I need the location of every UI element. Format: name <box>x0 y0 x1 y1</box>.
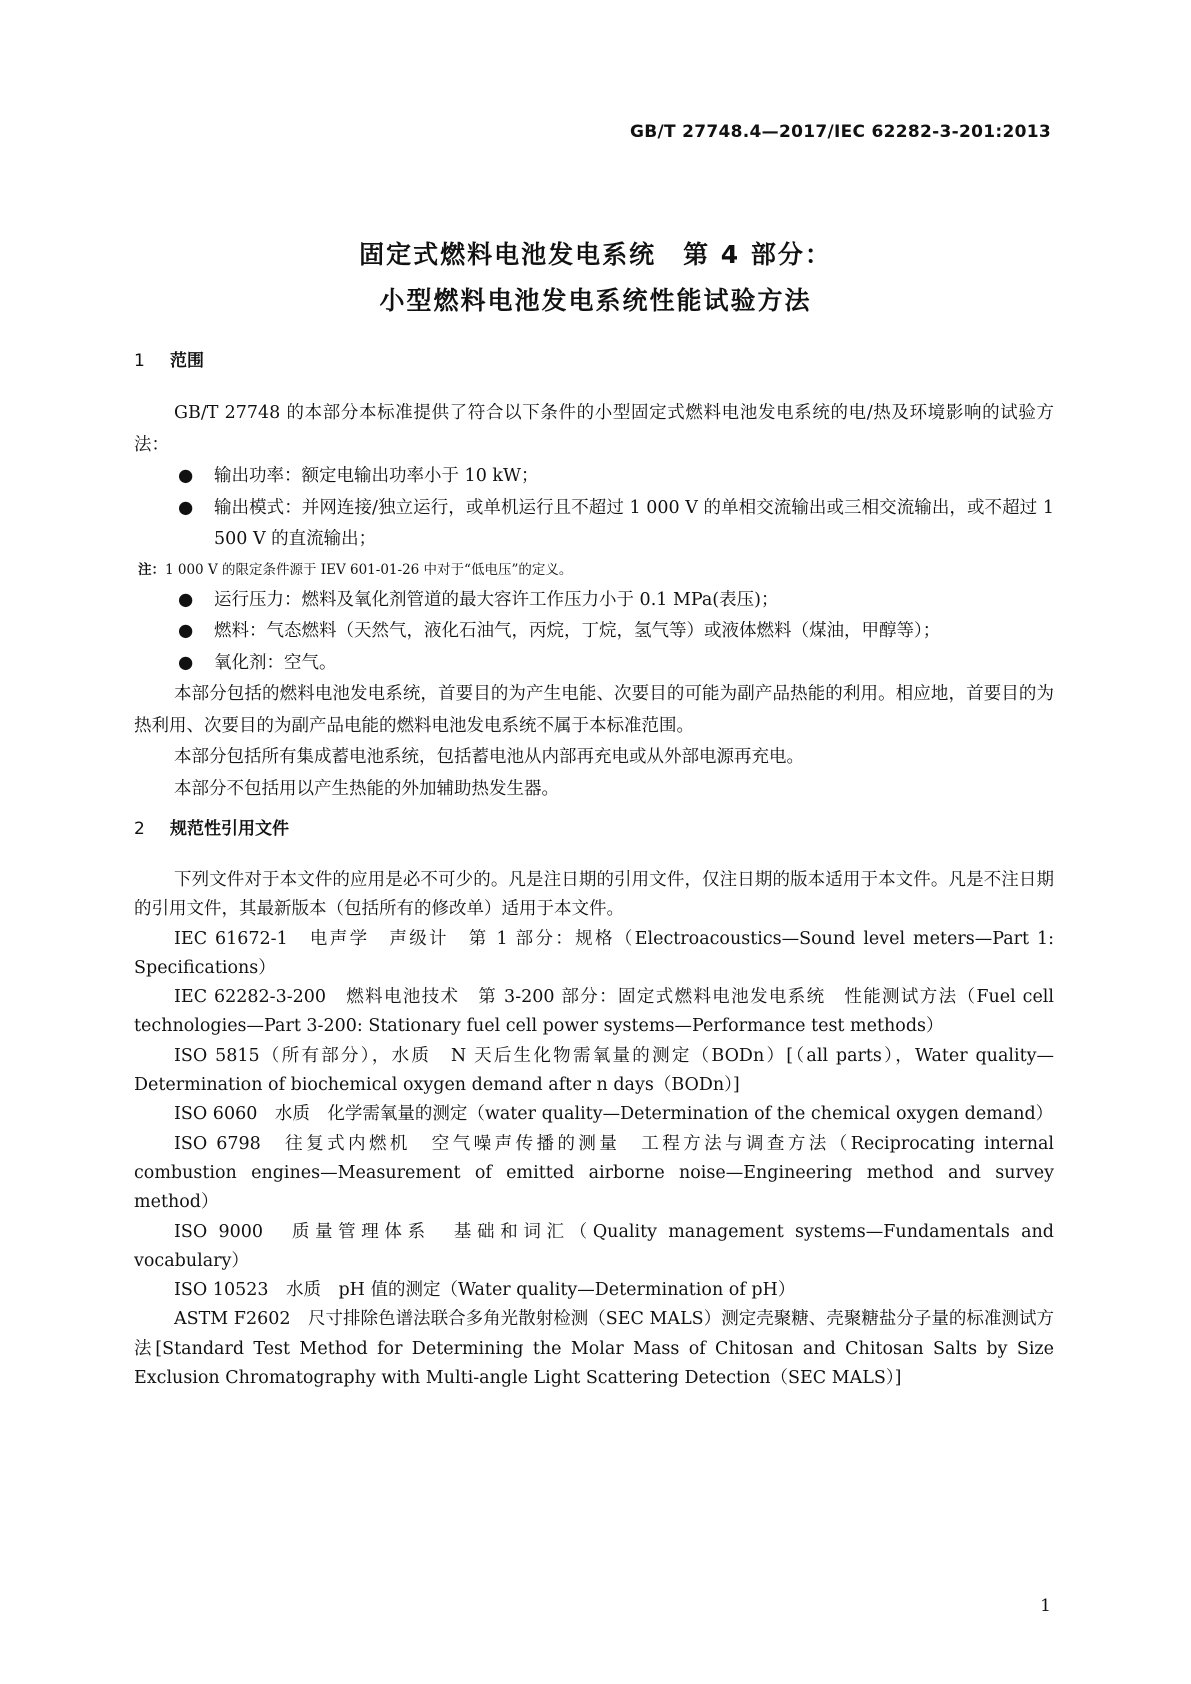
section-2-number: 2 <box>134 819 145 839</box>
title-line-1: 固定式燃料电池发电系统 第 4 部分： <box>359 240 832 269</box>
bullet-text: 燃料：气态燃料（天然气，液化石油气，丙烷，丁烷，氢气等）或液体燃料（煤油，甲醇等）； <box>214 621 941 641</box>
page-number: 1 <box>1040 1596 1051 1616</box>
section-2-title: 规范性引用文件 <box>170 819 289 839</box>
bullet-text: 输出功率：额定电输出功率小于 10 kW； <box>214 466 539 486</box>
bullet-item <box>134 493 1054 556</box>
scope-paragraph: 本部分包括的燃料电池发电系统，首要目的为产生电能、次要目的可能为副产品热能的利用。相应地，首要目的为热利用、次要目的为副产品电能的燃料电池发电系统不属于本标准范围。 <box>134 684 1054 736</box>
reference-item: ISO 5815（所有部分），水质 N 天后生化物需氧量的测定（BODn）[（all parts），Water quality—Determination of biochemical oxygen demand after n days（BODn）] <box>134 1045 1054 1096</box>
section-1-heading <box>134 346 204 371</box>
standard-id: GB/T 27748.4—2017/IEC 62282-3-201:2013 <box>629 122 1051 142</box>
document-title <box>0 232 1191 324</box>
scope-note <box>134 556 1054 585</box>
reference-item: ISO 6060 水质 化学需氧量的测定（water quality—Determination of the chemical oxygen demand） <box>174 1104 1054 1125</box>
reference-item: IEC 61672-1 电声学 声级计 第 1 部分：规格（Electroacoustics—Sound level meters—Part 1: Specifications） <box>134 928 1054 978</box>
bullet-item <box>134 616 1054 648</box>
bullet-item <box>134 648 1054 680</box>
bullet-text: 输出模式：并网连接/独立运行，或单机运行且不超过 1 000 V 的单相交流输出或三相交流输出，或不超过 1 500 V 的直流输出； <box>214 497 1054 549</box>
bullet-icon: ● <box>178 652 194 673</box>
reference-item: ISO 10523 水质 pH 值的测定（Water quality—Determination of pH） <box>174 1280 796 1301</box>
section-2-intro: 下列文件对于本文件的应用是必不可少的。凡是注日期的引用文件，仅注日期的版本适用于本文件。凡是不注日期的引用文件，其最新版本（包括所有的修改单）适用于本文件。 <box>134 870 1054 920</box>
bullet-icon: ● <box>178 589 194 610</box>
reference-item: ASTM F2602 尺寸排除色谱法联合多角光散射检测（SEC MALS）测定壳聚糖、壳聚糖盐分子量的标准测试方法[Standard Test Method for Determining the Molar Mass of Chitosan and Chitosan Salts by Size Exclusion Chromatography with Multi-angle Light Scattering Detection（SEC MALS）] <box>134 1309 1054 1389</box>
scope-paragraph: 本部分包括所有集成蓄电池系统，包括蓄电池从内部再充电或从外部电源再充电。 <box>174 747 804 767</box>
scope-paragraph: 本部分不包括用以产生热能的外加辅助热发生器。 <box>174 778 559 799</box>
bullet-icon: ● <box>178 466 194 486</box>
section-1-number: 1 <box>134 351 145 371</box>
bullet-icon: ● <box>178 497 194 518</box>
section-1-intro: GB/T 27748 的本部分本标准提供了符合以下条件的小型固定式燃料电池发电系统的电/热及环境影响的试验方法： <box>134 403 1054 455</box>
bullet-item <box>134 461 1054 493</box>
bullet-text: 氧化剂：空气。 <box>214 652 337 673</box>
reference-item: ISO 6798 往复式内燃机 空气噪声传播的测量 工程方法与调查方法（Reciprocating internal combustion engines—Measurement of emitted airborne noise—Engineering method and survey method） <box>134 1133 1054 1213</box>
bullet-item <box>134 585 1054 617</box>
section-2-body <box>134 866 1054 1393</box>
note-label: 注： <box>138 561 165 578</box>
section-1-body <box>134 398 1054 805</box>
reference-item: IEC 62282-3-200 燃料电池技术 第 3-200 部分：固定式燃料电池发电系统 性能测试方法（Fuel cell technologies—Part 3-200: Stationary fuel cell power systems—Performance test methods） <box>134 987 1054 1037</box>
reference-item: ISO 9000 质量管理体系 基础和词汇（Quality management systems—Fundamentals and vocabulary） <box>134 1221 1054 1271</box>
bullet-icon: ● <box>178 621 194 641</box>
bullet-text: 运行压力：燃料及氧化剂管道的最大容许工作压力小于 0.1 MPa(表压)； <box>214 589 779 610</box>
note-text: 1 000 V 的限定条件源于 IEV 601-01-26 中对于“低电压”的定义。 <box>165 561 573 578</box>
title-line-2: 小型燃料电池发电系统性能试验方法 <box>379 286 812 315</box>
section-2-heading <box>134 814 289 839</box>
section-1-title: 范围 <box>170 351 204 371</box>
